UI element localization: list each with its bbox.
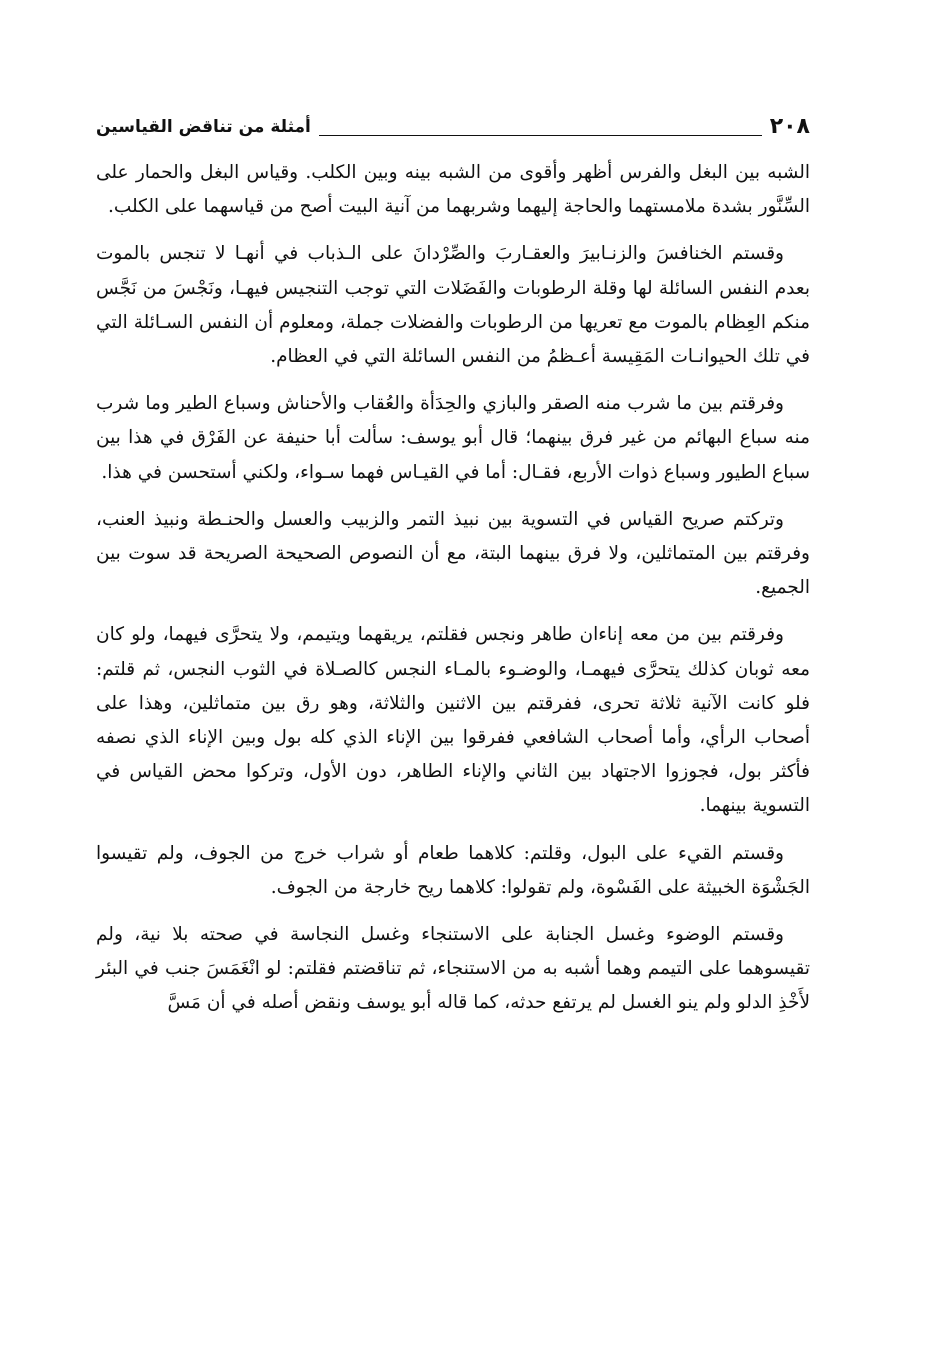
- paragraph: وفرقتم بين من معه إناءان طاهر ونجس فقلتم، يريقهما ويتيمم، ولا يتحرَّى فيهما، ولو كان معه ثوبان كذلك يتحرَّى فيهمـا، والوضـوء بالمـاء النجس كالصـلاة في الثوب النجس، ثم قلتم: فلو كانت الآنية ثلاثة تحرى، ففرقتم بين الاثنين والثلاثة، وهو رق بين متماثلين، وهذا على أصحاب الرأي، وأما أصحاب الشافعي ففرقوا بين الإناء الذي كله بول وبين الإناء الذي نصفه فأكثر بول، فجوزوا الاجتهاد بين الثاني والإناء الطاهر، دون الأول، وتركوا محض القياس في التسوية بينهما.: [96, 624, 810, 817]
- paragraph: وقستم الخنافسَ والزنـابيرَ والعقـاربَ والصِّرْدانَ على الـذباب في أنهـا لا تنجس بالموت بعدم النفس السائلة لها وقلة الرطوبات والفَضَلات التي توجب التنجيس فيهـا، ونَجْسَ من نَجَّس منكم العِظام بالموت مع تعريها من الرطوبات والفضلات جملة، ومعلوم أن النفس السـائلة التي في تلك الحيوانـات المَقِيسة أعـظمُ من النفس السائلة التي في العظام.: [96, 243, 810, 368]
- body-text: [96, 156, 810, 1021]
- page-header: [96, 108, 810, 142]
- paragraph: وتركتم صريح القياس في التسوية بين نبيذ التمر والزبيب والعسل والحنـطة ونبيذ العنب، وفرقتم بين المتماثلين، ولا فرق بينهما البتة، مع أن النصوص الصحيحة الصريحة قد سوت بين الجميع.: [96, 508, 810, 599]
- book-page: [96, 108, 810, 1034]
- paragraph: وقستم القيء على البول، وقلتم: كلاهما طعام أو شراب خرج من الجوف، ولم تقيسوا الجَشْوَة الخبيثة على الفَسْوة، ولم تقولوا: كلاهما ريح خارجة من الجوف.: [96, 842, 810, 898]
- paragraph: وفرقتم بين ما شرب منه الصقر والبازي والحِدَأة والعُقاب والأحناش وسباع الطير وما شرب منه سباع البهائم من غير فرق بينهما؛ قال أبو يوسف: سألت أبا حنيفة عن الفَرْق في هذا بين سباع الطيور وسباع ذوات الأربع، فقـال: أما في القيـاس فهما سـواء، ولكني أستحسن في هذا.: [96, 393, 810, 483]
- running-title: أمثلة من تناقض القياسين: [96, 117, 311, 137]
- paragraph: وقستم الوضوء وغسل الجنابة على الاستنجاء وغسل النجاسة في صحته بلا نية، ولم تقيسوهما على التيمم وهما أشبه به من الاستنجاء، ثم تناقضتم فقلتم: لو انْغَمَسَ جنب في البئر لأَخْذِ الدلو ولم ينو الغسل لم يرتفع حدثه، كما قاله أبو يوسف ونقض أصله في أن مَسَّ: [96, 924, 810, 1014]
- paragraph: الشبه بين البغل والفرس أظهر وأقوى من الشبه بينه وبين الكلب. وقياس البغل والحمار على السِّنَّور بشدة ملامستهما والحاجة إليهما وشربهما من آنية البيت أصح من قياسهما على الكلب.: [96, 162, 810, 218]
- page-number: ٢٠٨: [769, 114, 810, 139]
- header-rule: [319, 135, 762, 136]
